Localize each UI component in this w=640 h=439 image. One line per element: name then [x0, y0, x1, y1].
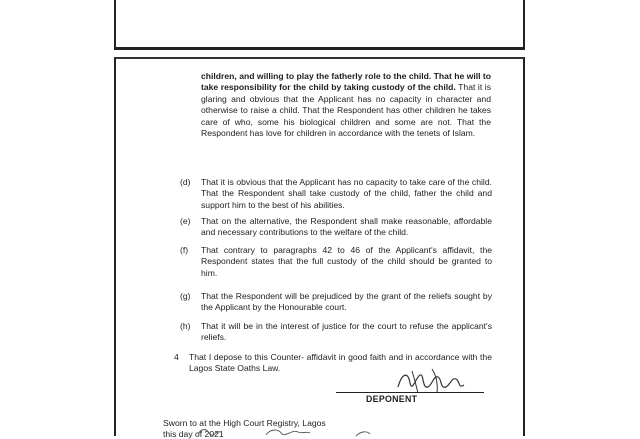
item-label: (g): [180, 291, 200, 302]
item-text: That the Respondent will be prejudiced by the grant of the reliefs sought by the Applicant by the Honourable court.: [201, 291, 492, 314]
previous-page-edge: [114, 0, 525, 50]
signature-line: [336, 392, 484, 393]
handwritten-date-icon: [170, 426, 390, 438]
item-text: That contrary to paragraphs 42 to 46 of the Applicant's affidavit, the Respondent states that the full custody of the child should be granted to him.: [201, 245, 492, 279]
deponent-label: DEPONENT: [366, 394, 417, 404]
item-label: (f): [180, 245, 200, 256]
item-text: That on the alternative, the Respondent shall make reasonable, affordable and necessary contributions to the welfare of the child.: [201, 216, 492, 239]
item-label: (h): [180, 321, 200, 332]
paragraph-number: 4: [174, 352, 179, 363]
item-text: That it is obvious that the Applicant has no capacity to take care of the child. That the Respondent shall take custody of the child, father the child and support him to the best of his abilities.: [201, 177, 492, 211]
item-text: That it will be in the interest of justice for the court to refuse the applicant's reliefs.: [201, 321, 492, 344]
intro-paragraph: [201, 71, 491, 139]
item-label: (d): [180, 177, 200, 188]
jurat-line-1: Sworn to at the High Court Registry, Lagos: [163, 418, 326, 429]
intro-text: That it is glaring and obvious that the Applicant has no capacity in character and otherwise to raise a child. That the Respondent has other children he takes care of who, some his biological children and some are not. That the Respondent has love for children in accordance with the tenets of Islam.: [201, 82, 491, 138]
item-label: (e): [180, 216, 200, 227]
paragraph-text: That I depose to this Counter- affidavit in good faith and in accordance with the Lagos State Oaths Law.: [189, 352, 492, 375]
intro-bold-text: children, and willing to play the fatherly role to the child. That he will to take responsibility for the child by taking custody of the child.: [201, 71, 491, 92]
jurat-line-2: this day of 2021: [163, 429, 326, 439]
